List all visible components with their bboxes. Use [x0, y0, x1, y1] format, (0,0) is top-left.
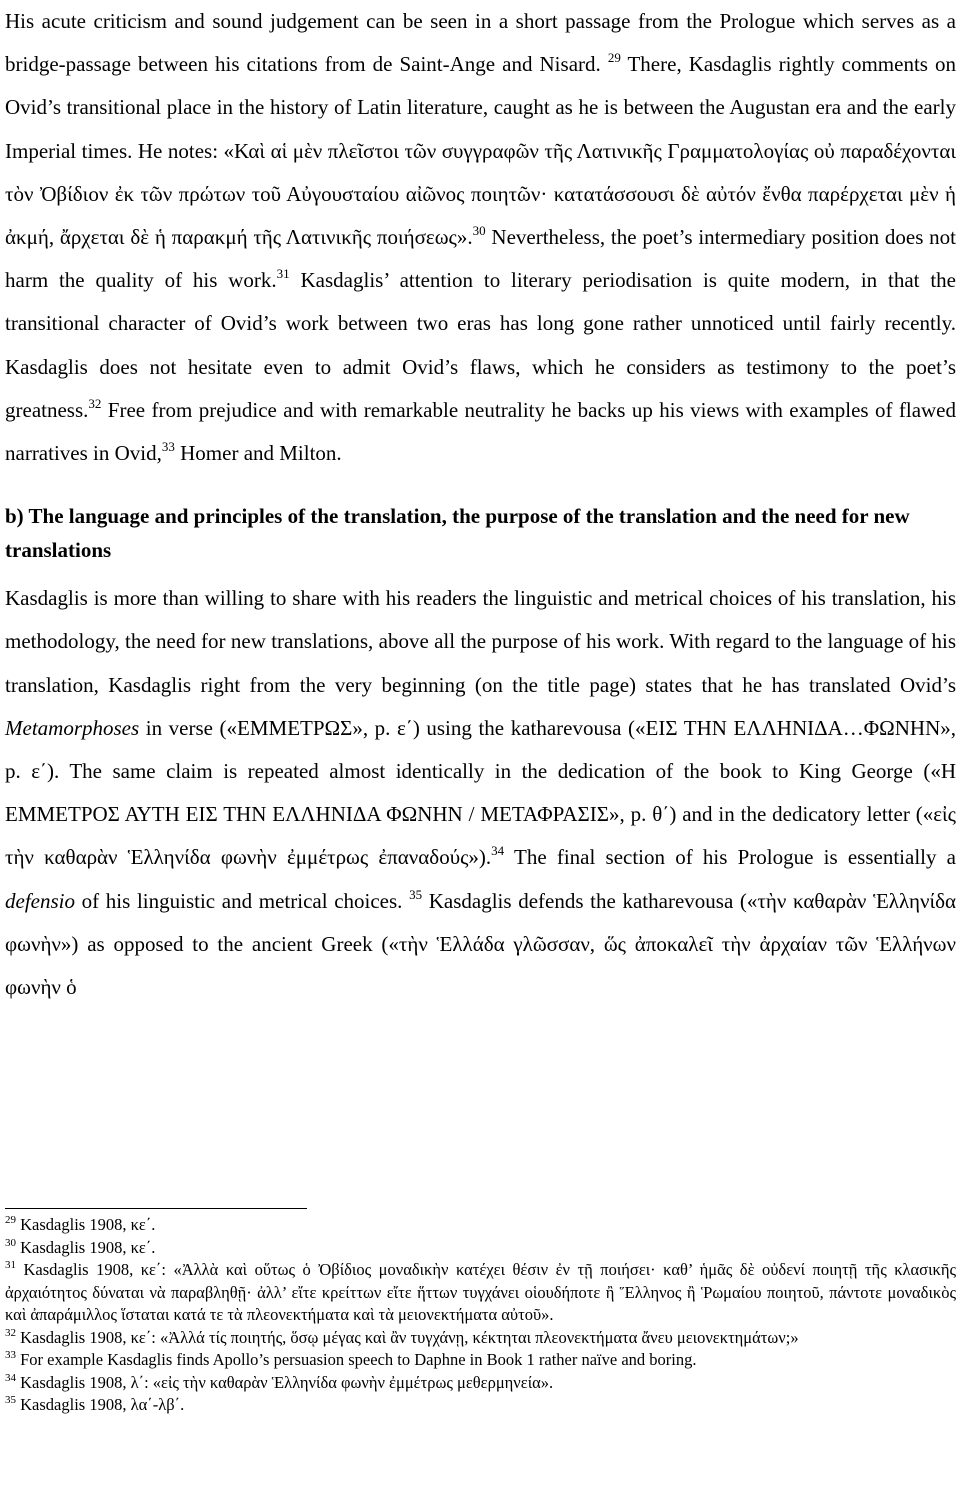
footnote-text: For example Kasdaglis finds Apollo’s persuasion speech to Daphne in Book 1 rather naïve and boring. — [20, 1350, 697, 1369]
p1-sentence: Nevertheless, the poet’s intermediary position does not harm the quality of his work. — [5, 225, 956, 293]
p1-sentence: There, Kasdaglis rightly comments on Ovid’s transitional place in the history of Latin literature, caught as he is between the Augustan era and the early Imperial times. He notes: «Καὶ αἱ μὲν πλεῖστοι τῶν συγγραφῶν τῆς Λατινικῆς Γραμματολογίας οὐ παραδέχονται τὸν Ὀβίδιον ἐκ τῶν πρώτων τοῦ Αὐγουσταίου αἰῶνος ποιητῶν· κατατάσσουσι δὲ αὐτόν ἔνθα παρέρχεται μὲν ἡ ἀκμή, ἄρχεται δὲ ἡ παρακμή τῆς Λατινικῆς ποιήσεως». — [5, 52, 957, 250]
footnote — [5, 1372, 956, 1395]
footnote-ref-35[interactable]: 35 — [409, 886, 423, 902]
footnote — [5, 1214, 956, 1237]
p1-sentence: Homer and Milton. — [180, 441, 342, 466]
footnote — [5, 1327, 956, 1350]
footnote-ref-29[interactable]: 29 — [607, 50, 621, 66]
section-heading: b) The language and principles of the translation, the purpose of the translation and the need for new translations — [5, 504, 910, 563]
italic-term: defensio — [5, 888, 75, 913]
footnote-number: 30 — [5, 1236, 16, 1249]
body-text — [5, 0, 956, 1009]
footnote-ref-31[interactable]: 31 — [276, 266, 290, 282]
footnote-text: Kasdaglis 1908, λ΄: «εἰς τὴν καθαρὰν Ἑλληνίδα φωνὴν ἐμμέτρως μεθερμηνεία». — [20, 1372, 554, 1392]
p2-sentence: in verse («ΕΜΜΕΤΡΩΣ», p. ε΄) using the katharevousa («ΕΙΣ ΤΗΝ ΕΛΛΗΝΙΔΑ…ΦΩΝΗΝ», p. ε΄). The same claim is repeated almost identically in the dedication of the book to King George («Η ΕΜΜΕΤΡΟΣ ΑΥΤΗ ΕΙΣ ΤΗΝ ΕΛΛΗΝΙΔΑ ΦΩΝΗΝ / ΜΕΤΑΦΡΑΣΙΣ», p. θ΄) and in the dedicatory letter («εἰς τὴν καθαρὰν Ἑλληνίδα φωνὴν ἐμμέτρως ἐπαναδούς»). — [5, 715, 957, 870]
footnote-ref-32[interactable]: 32 — [88, 395, 102, 411]
footnote — [5, 1349, 956, 1372]
footnotes — [5, 1214, 956, 1417]
footnote-ref-33[interactable]: 33 — [161, 439, 175, 455]
footnote-text: Kasdaglis 1908, κε΄. — [20, 1237, 156, 1257]
footnote-text: Kasdaglis 1908, κε΄: «Ἀλλὰ καὶ οὕτως ὁ Ὀβίδιος μοναδικὴν κατέχει θέσιν ἐν τῇ ποιήσει· καθ’ ἡμᾶς δὲ οὐδενί ποιητῇ τῆς κλασικῆς ἀρχαιότητος δύναται νὰ παραβληθῇ· ἀλλ’ εἴτε κρείττων εἴτε ἥττων τυγχάνει οἱουδήποτε ἢ Ἕλληνος ἢ Ῥωμαίου ποιητοῦ, πάντοτε μοναδικὸς καὶ ἀπαράμιλλος ἵσταται κατά τε τὰ πλεονεκτήματα καὶ τὰ μειονεκτήματα αὐτοῦ». — [5, 1260, 956, 1324]
footnote — [5, 1237, 956, 1260]
footnote-number: 31 — [5, 1259, 16, 1271]
footnote-divider — [5, 1208, 307, 1209]
p2-sentence: Kasdaglis is more than willing to share with his readers the linguistic and metrical choices of his translation, his methodology, the need for new translations, above all the purpose of his work. With regard to the language of his translation, Kasdaglis right from the very beginning (on the title page) states that he has translated Ovid’s — [5, 586, 956, 697]
footnote-ref-30[interactable]: 30 — [472, 223, 486, 239]
p1-sentence: Kasdaglis’ attention to literary periodisation is quite modern, in that the transitional character of Ovid’s work between two eras has long gone rather unnoticed until fairly recently. Kasdaglis does not hesitate even to admit Ovid’s flaws, which he considers as testimony to the poet’s greatness. — [5, 268, 956, 422]
footnote-number: 35 — [5, 1394, 16, 1406]
p2-sentence: The final section of his Prologue is essentially a — [514, 845, 957, 870]
footnote-number: 32 — [5, 1326, 16, 1339]
italic-title: Metamorphoses — [5, 715, 140, 740]
footnote — [5, 1394, 956, 1417]
paragraph-2 — [5, 577, 956, 1009]
footnote-text: Kasdaglis 1908, κε΄: «Ἀλλά τίς ποιητής, ὅσῳ μέγας καὶ ἂν τυγχάνῃ, κέκτηται πλεονεκτήματα ἄνευ μειονεκτημάτων;» — [20, 1327, 799, 1347]
p1-sentence: Free from prejudice and with remarkable neutrality he backs up his views with examples of flawed narratives in Ovid, — [5, 397, 956, 466]
footnote-ref-34[interactable]: 34 — [491, 843, 505, 859]
p2-sentence: of his linguistic and metrical choices. — [81, 888, 403, 913]
p1-sentence: His acute criticism and sound judgement can be seen in a short passage from the Prologue which serves as a bridge-passage between his citations from de Saint-Ange and Nisard. — [5, 9, 956, 77]
paragraph-1 — [5, 0, 956, 475]
footnote-text: Kasdaglis 1908, λα΄-λβ΄. — [20, 1395, 185, 1414]
footnote-number: 33 — [5, 1349, 16, 1361]
footnote-text: Kasdaglis 1908, κε΄. — [20, 1215, 156, 1234]
footnote-number: 29 — [5, 1214, 16, 1226]
footnote-number: 34 — [5, 1371, 16, 1384]
p2-sentence: Kasdaglis defends the katharevousa («τὴν καθαρὰν Ἑλληνίδα φωνὴν») as opposed to the ancient Greek («τὴν Ἑλλάδα γλῶσσαν, ὥς ἀποκαλεῖ τὴν ἀρχαίαν τῶν Ἑλλήνων φωνὴν ὁ — [5, 888, 956, 1000]
footnote — [5, 1259, 956, 1327]
